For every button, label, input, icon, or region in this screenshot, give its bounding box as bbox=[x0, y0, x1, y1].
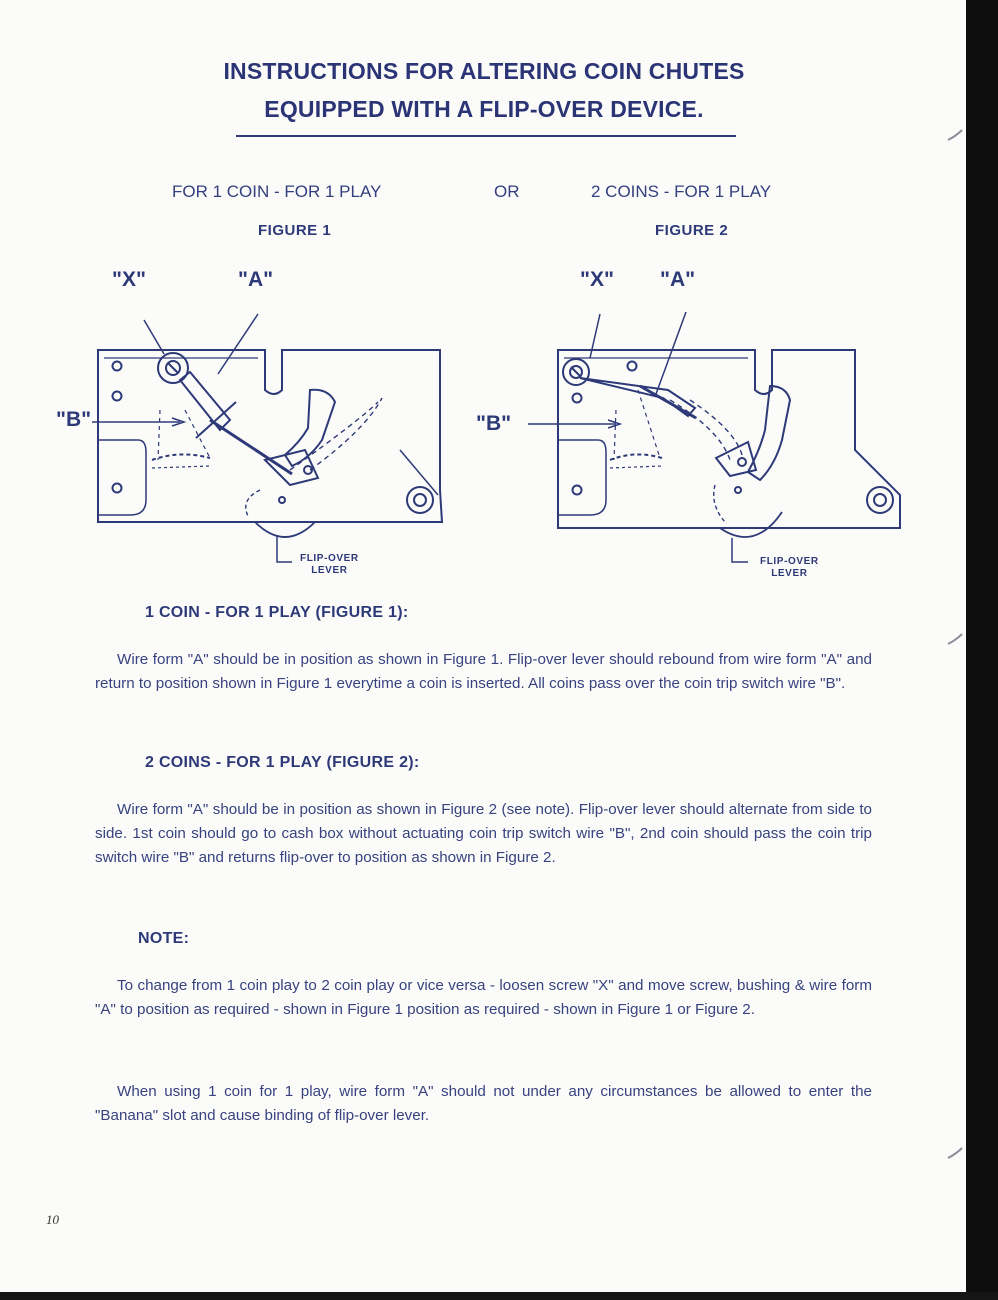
page-number: 10 bbox=[46, 1212, 59, 1227]
figure-1-flip-over-lever-label bbox=[300, 553, 359, 577]
figure-2-flip-over-lever-label bbox=[760, 556, 819, 580]
title-line-1: INSTRUCTIONS FOR ALTERING COIN CHUTES bbox=[223, 58, 745, 84]
figure-2-label-b: "B" bbox=[476, 412, 512, 435]
scan-bottom-edge bbox=[0, 1292, 998, 1300]
note-heading: NOTE: bbox=[138, 930, 190, 947]
figure-2-flip-line2: LEVER bbox=[771, 568, 808, 579]
figure-2-diagram bbox=[520, 290, 920, 570]
binder-hole-mark-icon bbox=[946, 632, 964, 646]
caption-or: OR bbox=[494, 182, 520, 201]
note-paragraph: To change from 1 coin play to 2 coin play or vice versa - loosen screw "X" and move screw, bushing & wire form "A" to position as required - shown in Figure 1 position as required - shown in Figure 1 or Figure 2. bbox=[95, 977, 872, 1018]
figure-1-label-x: "X" bbox=[112, 268, 146, 291]
figure-1-label-b: "B" bbox=[56, 408, 92, 431]
figure-2-flip-line1: FLIP-OVER bbox=[760, 556, 819, 567]
scan-right-edge bbox=[966, 0, 998, 1300]
two-coins-heading: 2 COINS - FOR 1 PLAY (FIGURE 2): bbox=[145, 754, 420, 771]
title-underline bbox=[236, 135, 736, 137]
two-coins-paragraph: Wire form "A" should be in position as shown in Figure 2 (see note). Flip-over lever should alternate from side to side. 1st coin should go to cash box without actuating coin trip switch wire "B", 2nd coin should pass the coin trip switch wire "B" and returns flip-over to position as shown in Figure 2. bbox=[95, 801, 872, 866]
figure-2-label: FIGURE 2 bbox=[655, 222, 729, 239]
binder-hole-mark-icon bbox=[946, 1146, 964, 1160]
figure-1-flip-line2: LEVER bbox=[311, 565, 348, 576]
figure-1-label-a: "A" bbox=[238, 268, 274, 291]
one-coin-heading: 1 COIN - FOR 1 PLAY (FIGURE 1): bbox=[145, 604, 409, 621]
title-line-2: EQUIPPED WITH A FLIP-OVER DEVICE. bbox=[264, 96, 704, 122]
figure-1-label: FIGURE 1 bbox=[258, 222, 332, 239]
binder-hole-mark-icon bbox=[946, 128, 964, 142]
caption-two-coins: 2 COINS - FOR 1 PLAY bbox=[591, 182, 772, 201]
figure-2-label-a: "A" bbox=[660, 268, 696, 291]
figure-1-flip-line1: FLIP-OVER bbox=[300, 553, 359, 564]
warning-paragraph: When using 1 coin for 1 play, wire form "A" should not under any circumstances be allowed to enter the "Banana" slot and cause binding of flip-over lever. bbox=[95, 1083, 872, 1124]
figure-1-diagram bbox=[60, 290, 460, 570]
figure-2-label-x: "X" bbox=[580, 268, 614, 291]
caption-one-coin: FOR 1 COIN - FOR 1 PLAY bbox=[172, 182, 382, 201]
one-coin-paragraph: Wire form "A" should be in position as shown in Figure 1. Flip-over lever should rebound from wire form "A" and return to position shown in Figure 1 everytime a coin is inserted. All coins pass over the coin trip switch wire "B". bbox=[95, 651, 872, 692]
